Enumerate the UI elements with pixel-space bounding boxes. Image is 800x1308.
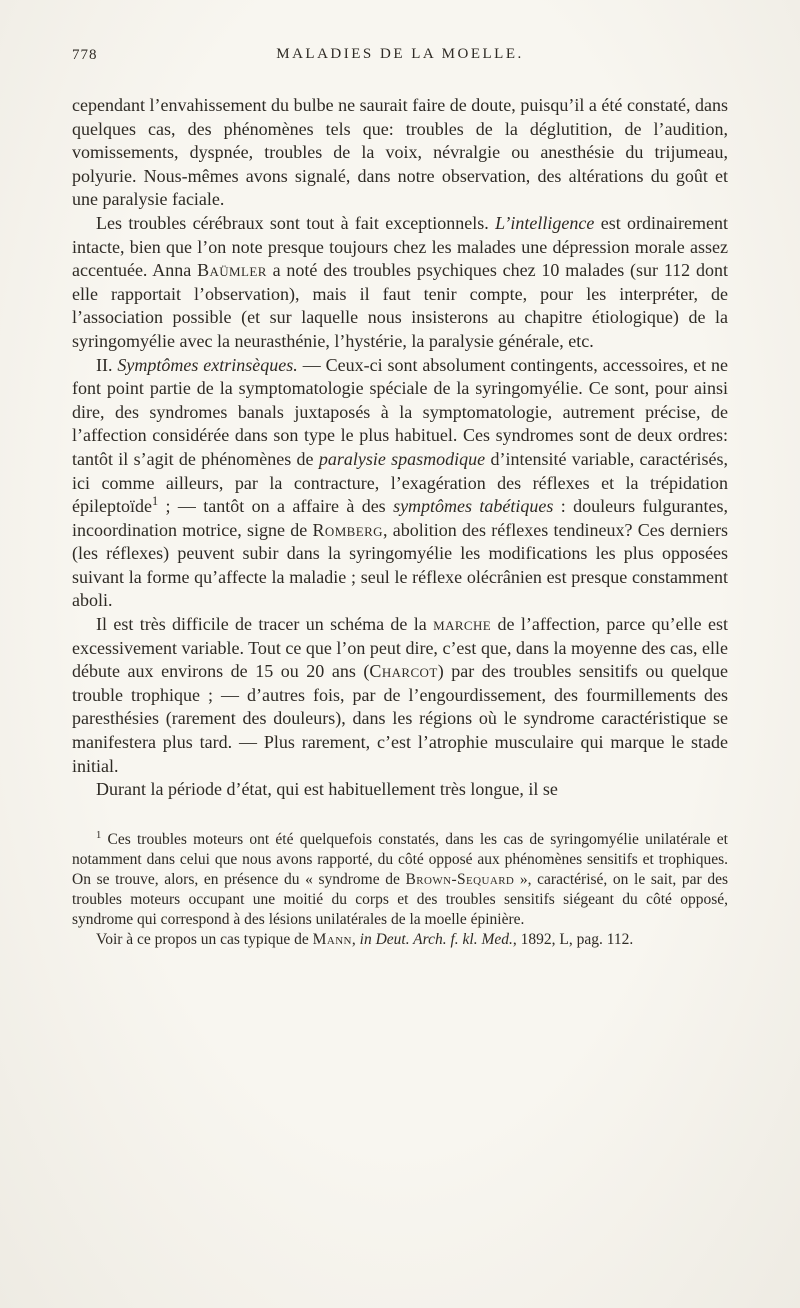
text-segment: Brown-Sequard	[405, 870, 515, 888]
text-segment: ,	[351, 930, 360, 948]
page-number: 778	[72, 47, 98, 63]
text-segment: , abolition des réflexes tendineux? Ces derniers (les réflexes) peuvent subir dans la syringomyélie les modifications les plus opposées suivant la forme qu’affecte la maladie ; seul le réflexe olécrânien est presque constamment aboli.	[72, 519, 728, 611]
text-segment: Les troubles cérébraux sont tout à fait exceptionnels.	[96, 212, 496, 233]
text-segment: ; — tantôt on a affaire à des	[158, 496, 394, 517]
text-segment: Voir à ce propos un cas typique de	[96, 930, 313, 948]
text-segment: symptômes tabétiques	[393, 496, 554, 517]
text-segment: Durant la période d’état, qui est habituellement très longue, il se	[96, 779, 558, 800]
footnote-marker: 1	[151, 494, 159, 509]
text-segment: ) par des troubles sensitifs ou quelque trouble trophique ; — d’autres fois, par de l’engourdissement, des fourmillements des paresthésies (rarement des douleurs), dans les régions où le syndrome caractéristique se manifestera plus tard. — Plus rarement, c’est l’atrophie musculaire qui marque le stade initial.	[72, 661, 728, 776]
text-segment: in Deut. Arch. f. kl. Med.	[359, 930, 513, 948]
text-segment: est ordinairement intacte, bien que l’on note presque toujours chez les malades une dépression morale assez accentuée. Anna	[72, 212, 728, 281]
text-segment: Symptômes extrinsèques.	[117, 354, 298, 375]
text-segment: marche	[433, 614, 492, 635]
text-segment: d’intensité variable, caractérisés, ici comme ailleurs, par la contracture, l’exagération des réflexes et la trépidation épileptoïde	[72, 448, 728, 517]
footnote-marker: 1	[96, 829, 102, 841]
paragraph	[72, 930, 728, 950]
page-header	[72, 46, 728, 68]
text-segment: : douleurs fulgurantes, incoordination motrice, signe de	[72, 496, 729, 540]
text-segment: a noté des troubles psychiques chez 10 malades (sur 112 dont elle rapportait l’observation), mais il faut tenir compte, pour les interpréter, de l’association possible (et sur laquelle nous insisterons au chapitre étiologique) de la syringomyélie avec la neurasthénie, l’hystérie, la paralysie générale, etc.	[72, 260, 728, 351]
text-segment: Baümler	[197, 260, 267, 281]
paragraph	[72, 212, 728, 354]
text-segment: II.	[96, 354, 118, 375]
paragraph	[72, 830, 728, 930]
text-segment: Charcot	[369, 661, 438, 682]
text-segment: Il est très difficile de tracer un schéma de la	[96, 614, 434, 635]
text-segment: — Ceux-ci sont absolument contingents, accessoires, et ne font point partie de la symptomatologie spéciale de la syringomyélie. Ce sont, pour ainsi dire, des syndromes banals juxtaposés à la symptomatologie, autrement précise, de l’affection considérée dans son type le plus habituel. Ces syndromes sont de deux ordres: tantôt il s’agit de phénomènes de	[72, 354, 728, 469]
paragraph	[72, 354, 728, 614]
text-segment: L’intelligence	[495, 212, 595, 233]
text-segment: paralysie spasmodique	[318, 448, 486, 469]
text-segment: , 1892, L, pag. 112.	[512, 930, 634, 948]
paragraph	[72, 94, 728, 212]
footnote	[72, 830, 728, 950]
text-segment: de l’affection, parce qu’elle est excessivement variable. Tout ce que l’on peut dire, c’est que, dans la moyenne des cas, elle débute aux environs de 15 ou 20 ans (	[72, 614, 728, 682]
text-segment: Romberg	[312, 519, 383, 540]
paragraph	[72, 613, 728, 778]
main-text	[72, 94, 728, 802]
text-segment: Mann	[312, 930, 352, 948]
running-header: MALADIES DE LA MOELLE.	[276, 46, 524, 62]
text-segment: cependant l’envahissement du bulbe ne saurait faire de doute, puisqu’il a été constaté, dans quelques cas, des phénomènes tels que: troubles de la déglutition, de l’audition, vomissements, dyspnée, troubles de la voix, névralgie ou anesthésie du trijumeau, polyurie. Nous-mêmes avons signalé, dans notre observation, des altérations du goût et une paralysie faciale.	[72, 95, 728, 210]
paragraph	[72, 778, 728, 802]
text-segment: », caractérisé, on le sait, par des troubles moteurs occupant une moitié du corps et des troubles sensitifs siégeant du côté opposé, syndrome qui correspond à des lésions unilatérales de la moelle épinière.	[72, 870, 728, 928]
text-segment: Ces troubles moteurs ont été quelquefois constatés, dans les cas de syringomyélie unilatérale et notamment dans celui que nous avons rapporté, du côté opposé aux phénomènes sensitifs et trophiques. On se trouve, alors, en présence du « syndrome de	[72, 830, 728, 888]
